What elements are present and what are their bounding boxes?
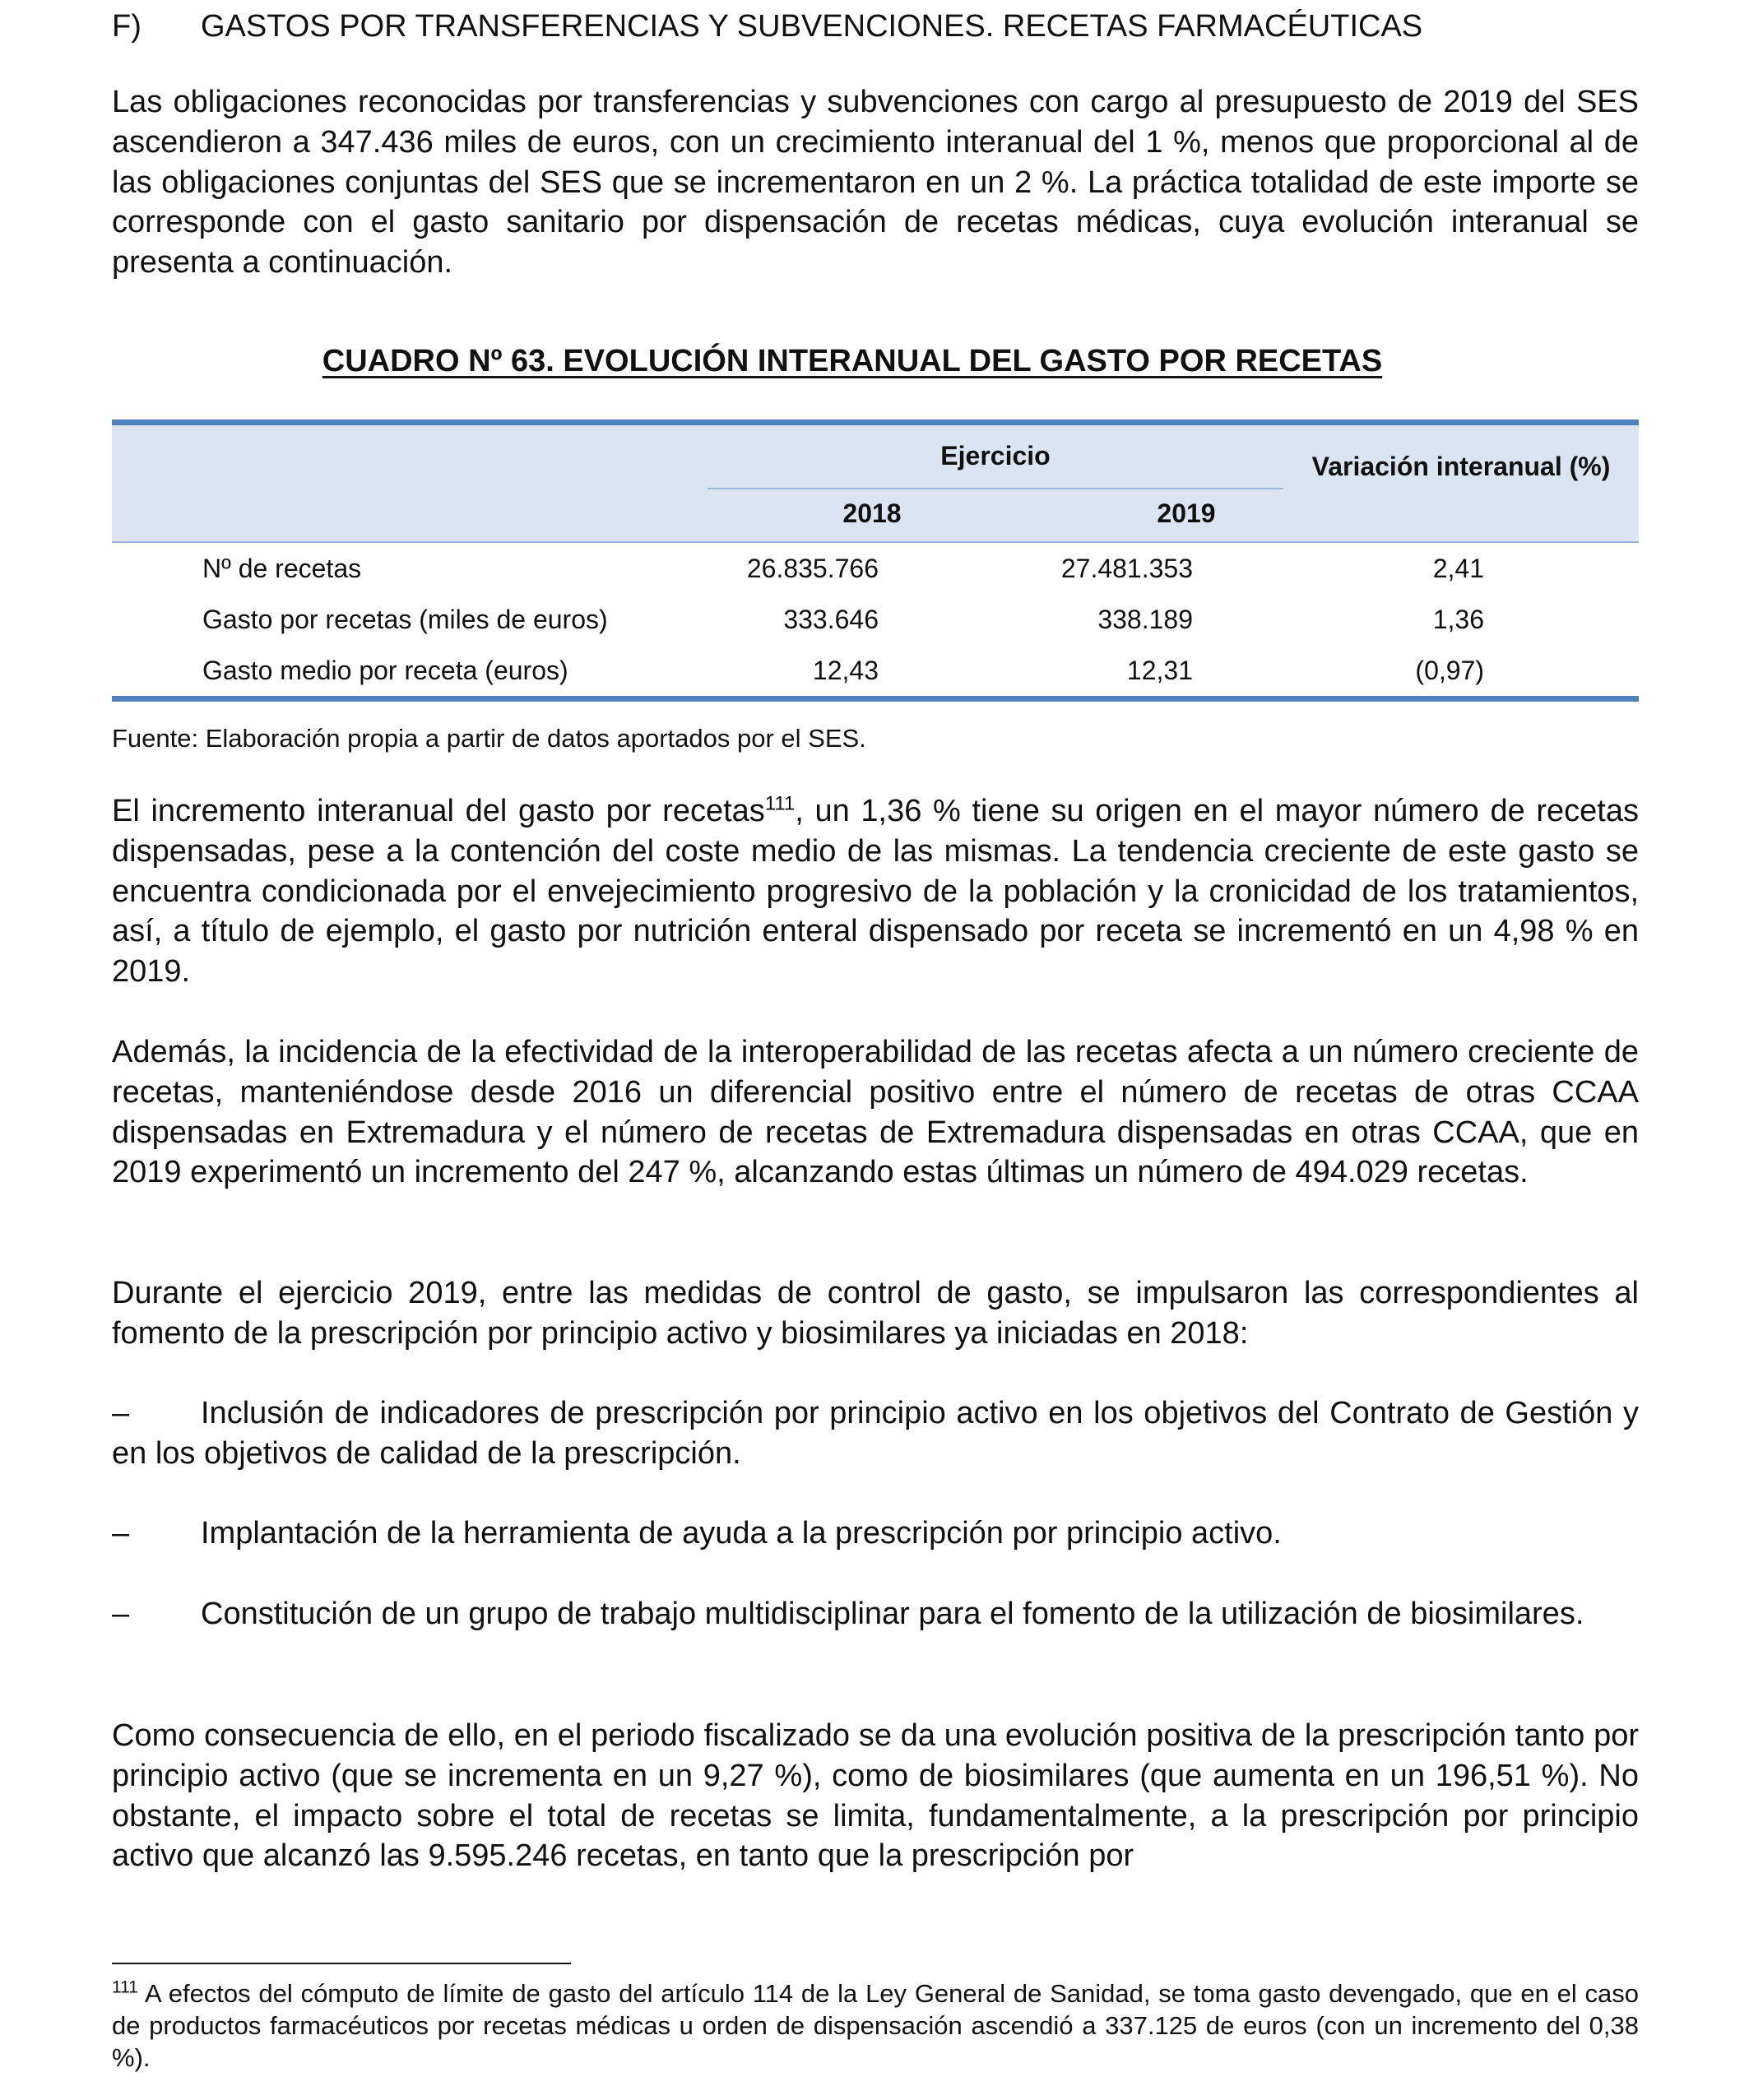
cell-2018: 12,43 [812,656,879,685]
row-label: Nº de recetas [202,554,362,583]
cell-2019: 338.189 [1097,605,1193,634]
header-year-2019: 2019 [1157,498,1216,528]
list-item-text: Implantación de la herramienta de ayuda a la prescripción por principio activo. [201,1516,1282,1551]
footnote-number: 111 [112,1977,138,1997]
table-row [112,645,1639,696]
list-dash: – [112,1516,130,1551]
list-item [112,1514,1639,1554]
footnote [112,1977,1639,2074]
header-year-2018: 2018 [842,498,902,528]
list-item-text: Constitución de un grupo de trabajo multidisciplinar para el fomento de la utilización de biosimilares. [201,1597,1584,1631]
footnote-text: A efectos del cómputo de límite de gasto del artículo 114 de la Ley General de Sanidad, se toma gasto devengado, que en el caso de productos farmacéuticos por recetas médicas u orden de dispensación ascendió a 337.125 de euros (con un incremento del 0,38 %). [112,1979,1639,2072]
paragraph-5: Como consecuencia de ello, en el periodo fiscalizado se da una evolución positiva de la prescripción tanto por principio activo (que se incrementa en un 9,27 %), como de biosimilares (que aumenta en un 196,51 %). No obstante, el impacto sobre el total de recetas se limita, fundamentalmente, a la prescripción por principio activo que alcanzó las 9.595.246 recetas, en tanto que la prescripción por [112,1718,1639,1874]
cell-variation: 1,36 [1432,605,1484,634]
paragraph-2-text-start: El incremento interanual del gasto por recetas [112,794,765,828]
cell-2018: 26.835.766 [746,554,879,583]
list-dash: – [112,1396,130,1430]
row-label: Gasto medio por receta (euros) [202,656,568,685]
table-bottom-rule [112,696,1639,702]
header-variation: Variación interanual (%) [1311,452,1611,481]
list-item [112,1594,1639,1634]
table-row [112,594,1639,645]
paragraph-2 [112,791,1639,992]
cell-2019: 12,31 [1126,656,1193,685]
row-label: Gasto por recetas (miles de euros) [202,605,608,634]
cell-2019: 27.481.353 [1060,554,1193,583]
section-title: GASTOS POR TRANSFERENCIAS Y SUBVENCIONES. RECETAS FARMACÉUTICAS [201,9,1423,44]
header-ejercicio: Ejercicio [940,441,1051,471]
cell-variation: (0,97) [1415,656,1484,685]
paragraph-4: Durante el ejercicio 2019, entre las medidas de control de gasto, se impulsaron las correspondientes al fomento de la prescripción por principio activo y biosimilares ya iniciadas en 2018: [112,1276,1639,1351]
cell-2018: 333.646 [783,605,879,634]
footnote-separator [112,1963,571,1964]
section-heading [112,7,1422,46]
list-dash: – [112,1597,130,1631]
intro-paragraph: Las obligaciones reconocidas por transferencias y subvenciones con cargo al presupuesto de 2019 del SES ascendieron a 347.436 miles de euros, con un crecimiento interanual del 1 %, menos que proporcional al de las obligaciones conjuntas del SES que se incrementaron en un 2 %. La práctica totalidad de este importe se corresponde con el gasto sanitario por dispensación de recetas médicas, cuya evolución interanual se presenta a continuación. [112,85,1639,280]
list-item-text: Inclusión de indicadores de prescripción por principio activo en los objetivos del Contrato de Gestión y en los objetivos de calidad de la prescripción. [112,1396,1639,1471]
table-title-text: CUADRO Nº 63. EVOLUCIÓN INTERANUAL DEL GASTO POR RECETAS [322,344,1383,378]
paragraph-3: Además, la incidencia de la efectividad de la interoperabilidad de las recetas afecta a un número creciente de recetas, manteniéndose desde 2016 un diferencial positivo entre el número de recetas de otras CCAA dispensadas en Extremadura y el número de recetas de Extremadura dispensadas en otras CCAA, que en 2019 experimentó un incremento del 247 %, alcanzando estas últimas un número de 494.029 recetas. [112,1035,1639,1190]
table-title [112,341,1593,381]
section-letter: F) [112,9,141,44]
table-row [112,543,1639,594]
footnote-reference: 111 [764,792,796,815]
recetas-table [112,420,1639,703]
list-item [112,1393,1639,1474]
header-ejercicio-underline [707,488,1283,489]
cell-variation: 2,41 [1432,554,1484,583]
paragraph-2-text-end: , un 1,36 % tiene su origen en el mayor número de recetas dispensadas, pese a la contención del coste medio de las mismas. La tendencia creciente de este gasto se encuentra condicionada por el envejecimiento progresivo de la población y la cronicidad de los tratamientos, así, a título de ejemplo, el gasto por nutrición enteral dispensado por receta se incrementó en un 4,98 % en 2019. [112,794,1640,990]
table-source: Fuente: Elaboración propia a partir de datos aportados por el SES. [112,724,866,753]
